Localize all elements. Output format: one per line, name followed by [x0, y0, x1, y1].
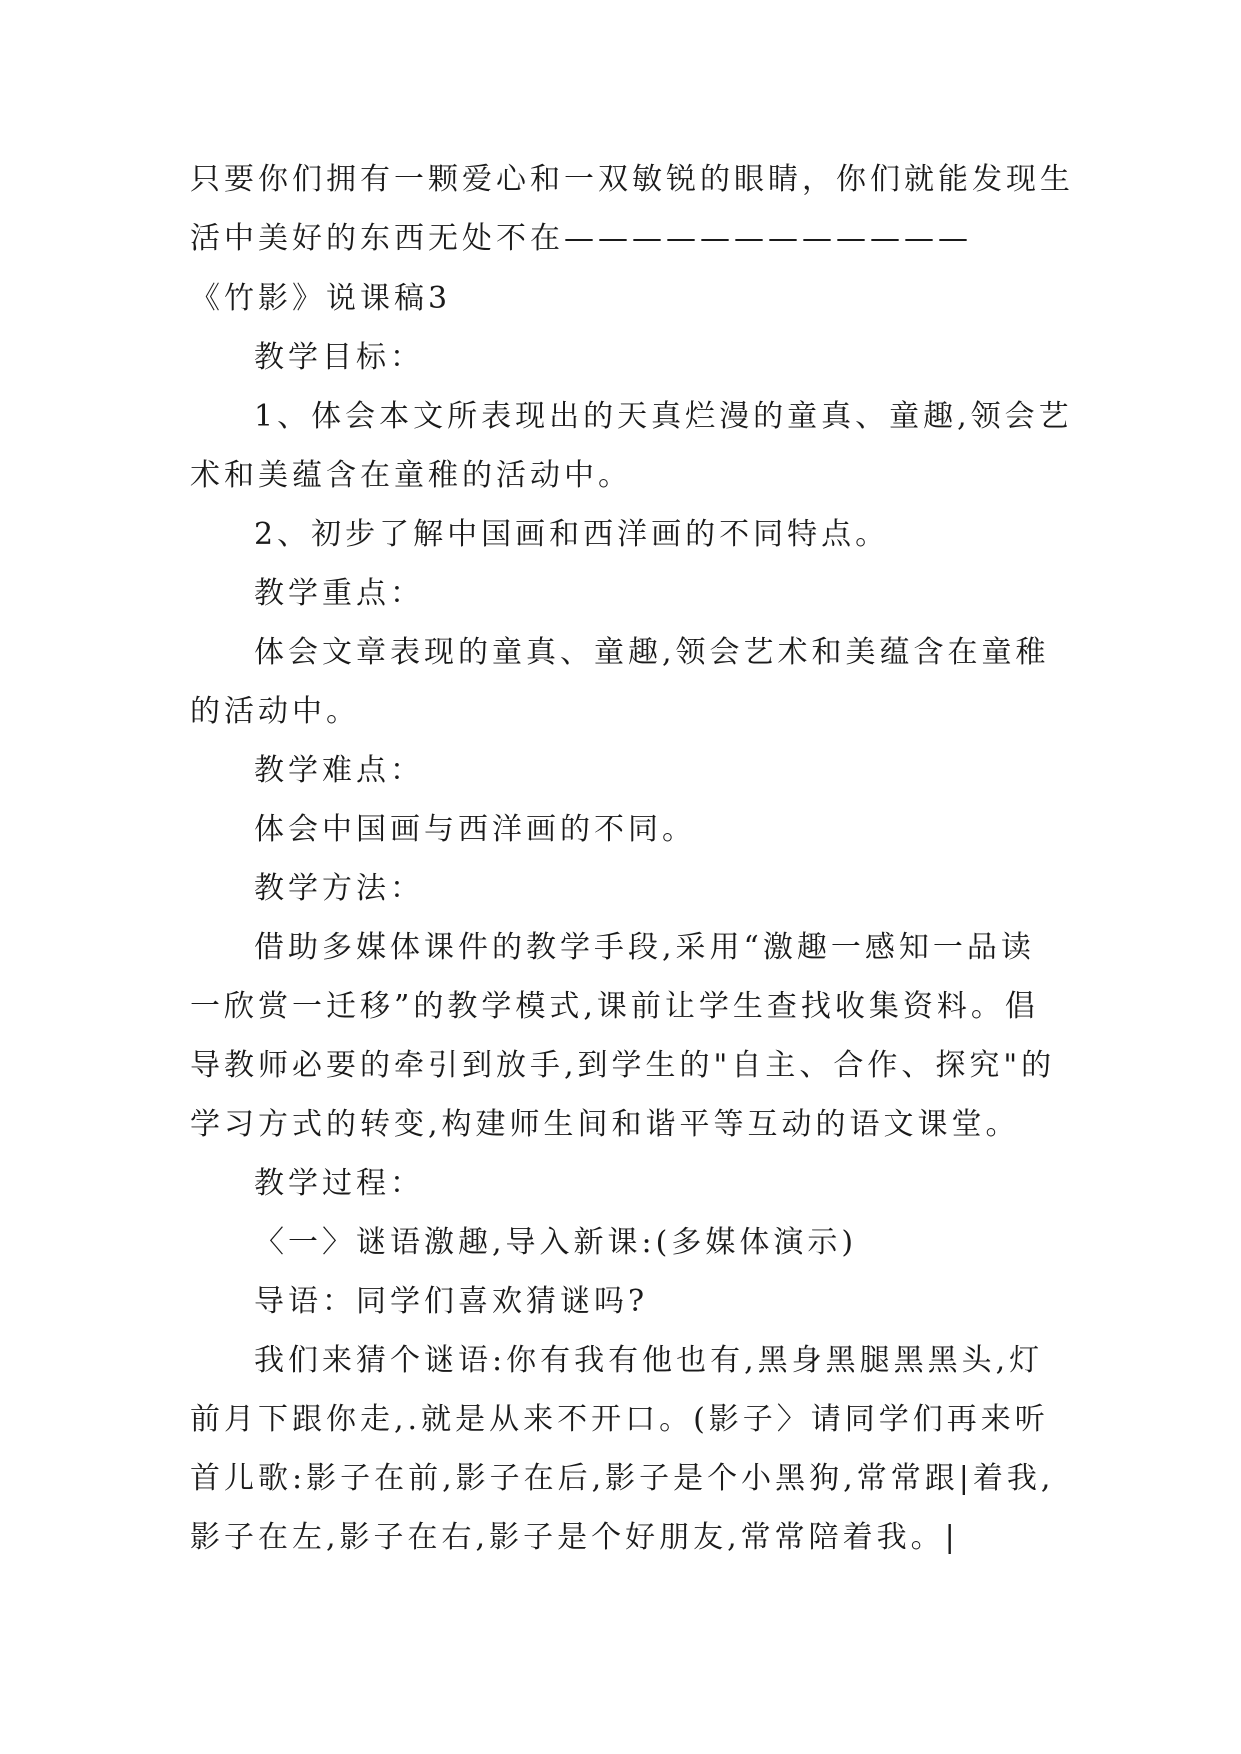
paragraph-line: 体会中国画与西洋画的不同。	[254, 812, 696, 847]
section-heading-methods: 教学方法：	[254, 871, 424, 906]
paragraph-line: 一欣赏一迁移”的教学模式,课前让学生查找收集资料。倡	[190, 989, 1039, 1024]
section-heading-key-points: 教学重点：	[254, 576, 424, 611]
paragraph-line: 的活动中。	[190, 694, 360, 729]
paragraph-line: 只要你们拥有一颗爱心和一双敏锐的眼睛，你们就能发现生	[190, 162, 1074, 197]
paragraph-line: 体会文章表现的童真、童趣,领会艺术和美蕴含在童稚	[254, 635, 1050, 670]
paragraph-line: 〈一〉谜语激趣,导入新课:(多媒体演示)	[254, 1225, 858, 1260]
section-heading-process: 教学过程：	[254, 1166, 424, 1201]
paragraph-line: 导教师必要的牵引到放手,到学生的"自主、合作、探究"的	[190, 1048, 1056, 1083]
paragraph-line: 借助多媒体课件的教学手段,采用“激趣一感知一品读	[254, 930, 1035, 965]
section-heading-objectives: 教学目标：	[254, 340, 424, 375]
document-subtitle: 《竹影》说课稿3	[190, 281, 452, 316]
paragraph-line: 术和美蕴含在童稚的活动中。	[190, 458, 632, 493]
paragraph-line: 我们来猜个谜语:你有我有他也有,黑身黑腿黑黑头,灯	[254, 1343, 1044, 1378]
paragraph-line: 学习方式的转变,构建师生间和谐平等互动的语文课堂。	[190, 1107, 1020, 1142]
paragraph-line: 2、初步了解中国画和西洋画的不同特点。	[254, 517, 890, 552]
section-heading-difficulties: 教学难点：	[254, 753, 424, 788]
paragraph-line: 1、体会本文所表现出的天真烂漫的童真、童趣,领会艺	[254, 399, 1073, 434]
paragraph-line: 前月下跟你走,.就是从来不开口。(影子〉请同学们再来听	[190, 1402, 1049, 1437]
paragraph-line: 导语：同学们喜欢猜谜吗?	[254, 1284, 649, 1319]
paragraph-line: 影子在左,影子在右,影子是个好朋友,常常陪着我。|	[190, 1520, 959, 1555]
paragraph-line: 首儿歌:影子在前,影子在后,影子是个小黑狗,常常跟|着我,	[190, 1461, 1055, 1496]
paragraph-line: 活中美好的东西无处不在————————————	[190, 221, 972, 256]
